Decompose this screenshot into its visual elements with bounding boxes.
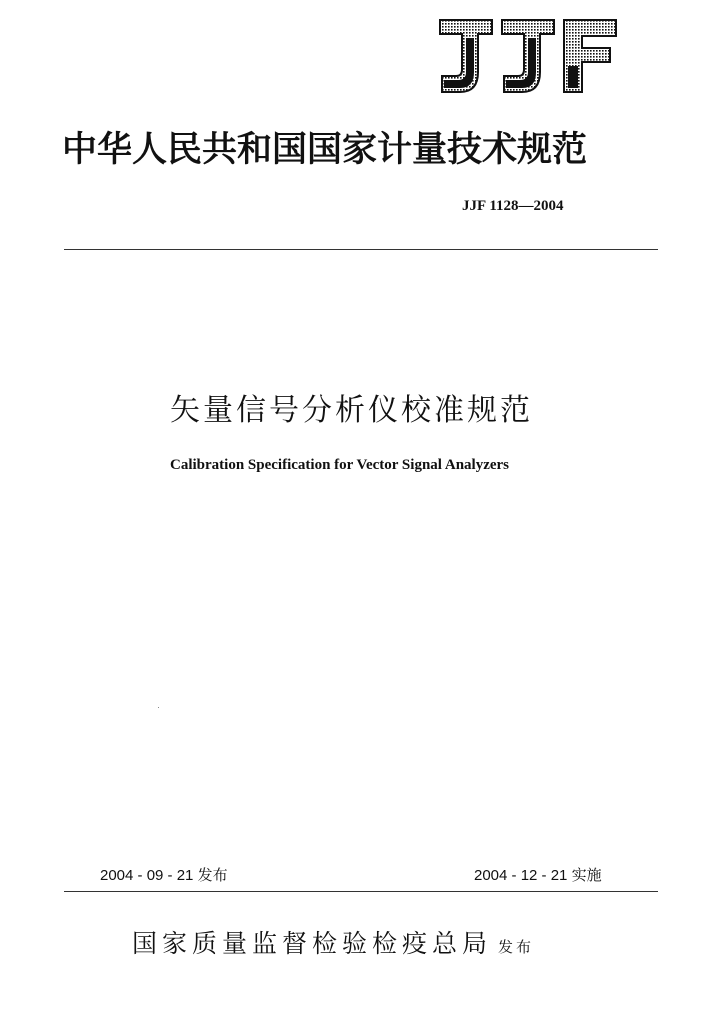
implementation-date: 2004 - 12 - 21 实施 bbox=[474, 867, 602, 884]
organization-title: 中华人民共和国国家计量技术规范 bbox=[62, 129, 588, 170]
jjf-logo-icon bbox=[436, 14, 618, 98]
bottom-divider bbox=[64, 891, 658, 892]
scan-speck bbox=[158, 707, 159, 708]
top-divider bbox=[64, 249, 658, 250]
issuer-suffix: 发布 bbox=[498, 938, 535, 956]
standard-code: JJF 1128—2004 bbox=[462, 198, 564, 214]
issuer-line bbox=[132, 924, 534, 960]
document-title-en: Calibration Specification for Vector Signal Analyzers bbox=[170, 457, 510, 473]
issue-date: 2004 - 09 - 21 发布 bbox=[100, 867, 228, 884]
document-title-cn: 矢量信号分析仪校准规范 bbox=[170, 393, 533, 428]
issuer-name: 国家质量监督检验检疫总局 bbox=[132, 929, 493, 958]
